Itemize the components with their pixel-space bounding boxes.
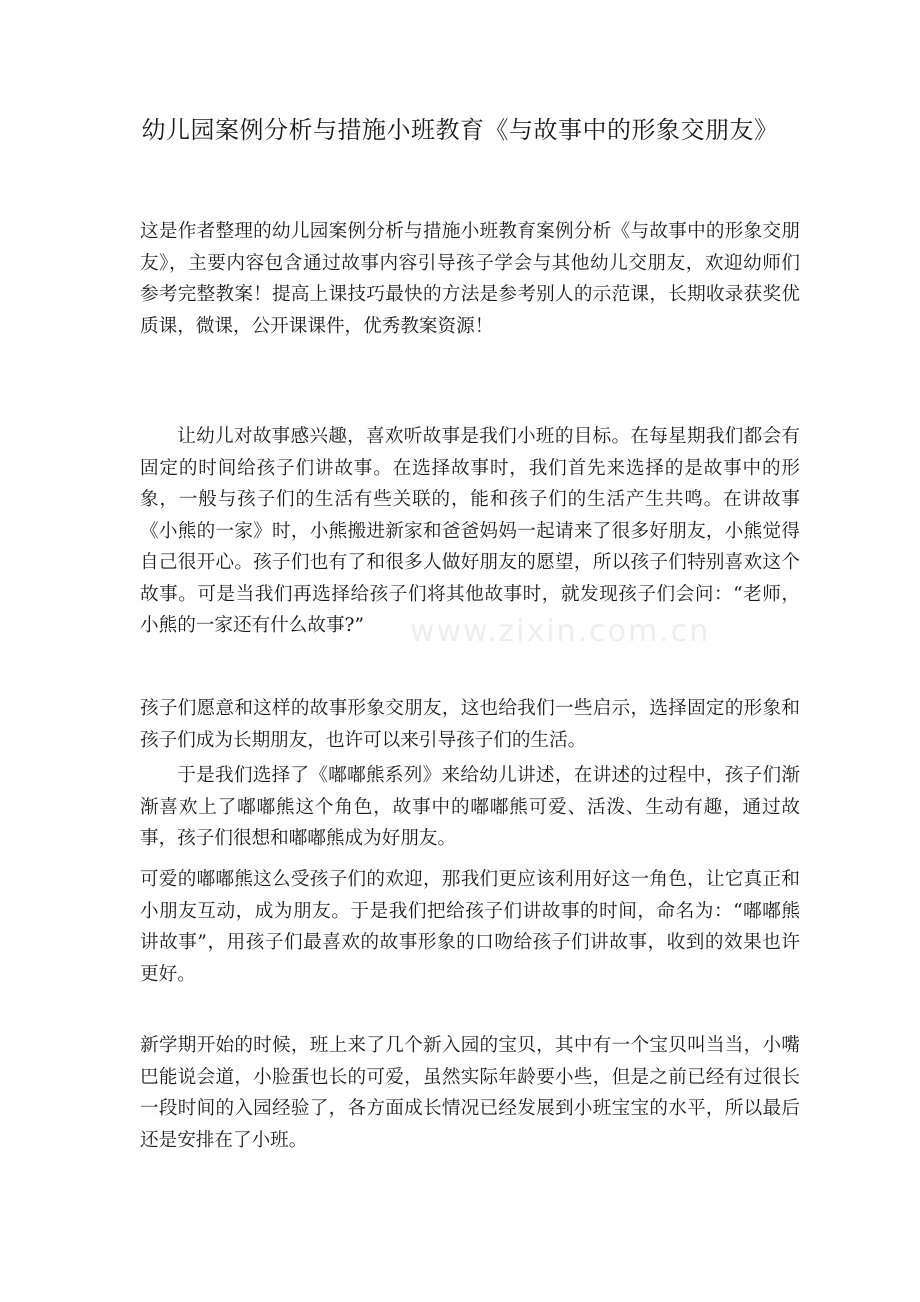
watermark: www.zixin.com.cn [410,614,711,649]
paragraph-5: 新学期开始的时候，班上来了几个新入园的宝贝，其中有一个宝贝叫当当，小嘴巴能说会道，小脸蛋也长的可爱，虽然实际年龄要小些，但是之前已经有过很长一段时间的入园经验了，各方面成长情况已经发展到小班宝宝的水平，所以最后还是安排在了小班。 [140,1035,800,1151]
intro-paragraph: 这是作者整理的幼儿园案例分析与措施小班教育案例分析《与故事中的形象交朋友》，主要内容包含通过故事内容引导孩子学会与其他幼儿交朋友，欢迎幼师们参考完整教案！提高上课技巧最快的方法是参考别人的示范课，长期收录获奖优质课，微课，公开课课件，优秀教案资源！ [140,221,800,337]
paragraph-3: 于是我们选择了《嘟嘟熊系列》来给幼儿讲述，在讲述的过程中，孩子们渐渐喜欢上了嘟嘟熊这个角色，故事中的嘟嘟熊可爱、活泼、生动有趣，通过故事，孩子们很想和嘟嘟熊成为好朋友。 [140,765,800,849]
document-title: 幼儿园案例分析与措施小班教育《与故事中的形象交朋友》 [141,116,779,144]
paragraph-4: 可爱的嘟嘟熊这么受孩子们的欢迎，那我们更应该利用好这一角色，让它真正和小朋友互动，成为朋友。于是我们把给孩子们讲故事的时间，命名为：“嘟嘟熊讲故事”，用孩子们最喜欢的故事形象的口吻给孩子们讲故事，收到的效果也许更好。 [140,869,800,985]
paragraph-1: 让幼儿对故事感兴趣，喜欢听故事是我们小班的目标。在每星期我们都会有固定的时间给孩子们讲故事。在选择故事时，我们首先来选择的是故事中的形象，一般与孩子们的生活有些关联的，能和孩子们的生活产生共鸣。在讲故事《小熊的一家》时，小熊搬进新家和爸爸妈妈一起请来了很多好朋友，小熊觉得自己很开心。孩子们也有了和很多人做好朋友的愿望，所以孩子们特别喜欢这个故事。可是当我们再选择给孩子们将其他故事时，就发现孩子们会问：“老师，小熊的一家还有什么故事?” [140,426,800,636]
paragraph-2: 孩子们愿意和这样的故事形象交朋友，这也给我们一些启示，选择固定的形象和孩子们成为长期朋友，也许可以来引导孩子们的生活。 [140,698,800,751]
